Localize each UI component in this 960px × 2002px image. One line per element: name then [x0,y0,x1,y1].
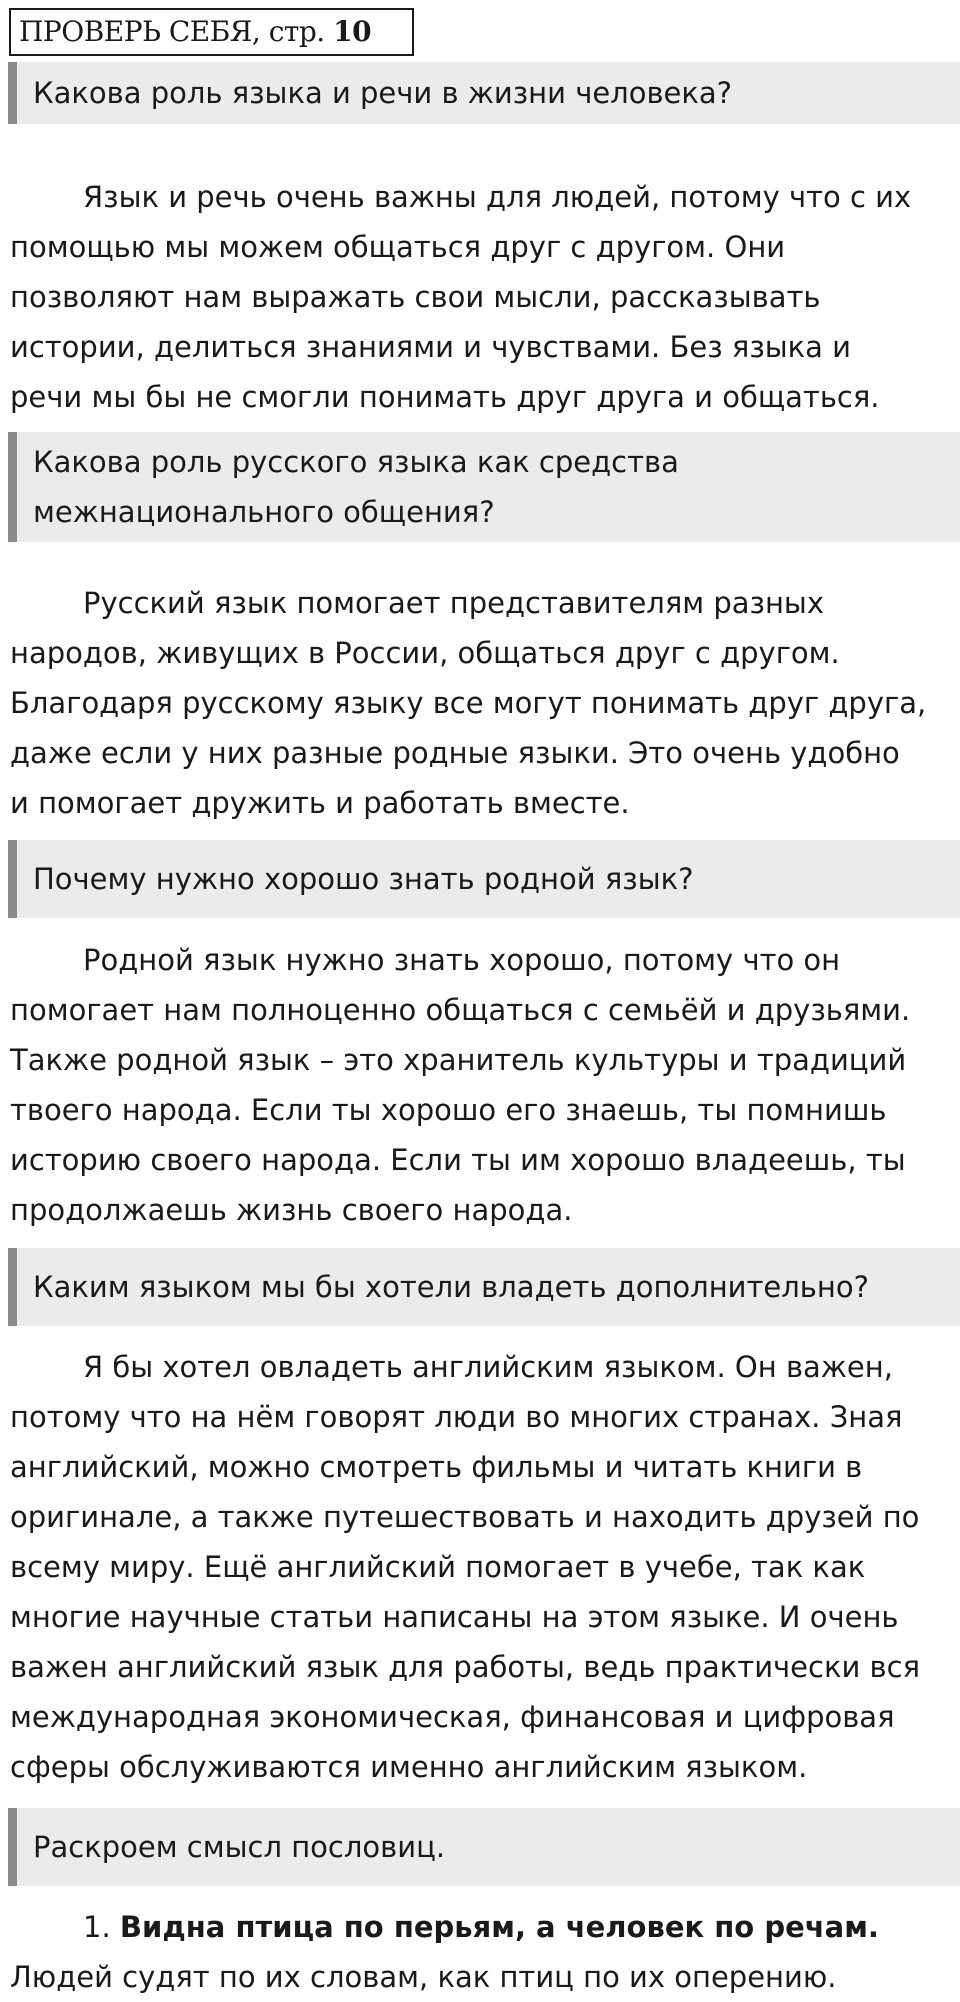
answer-line: всему миру. Ещё английский помогает в учебе, так как [10,1550,866,1584]
answer-line: народов, живущих в России, общаться друг с другом. [10,636,840,670]
header-page-number: 10 [333,15,372,48]
answer-line: английский, можно смотреть фильмы и читать книги в [10,1450,863,1484]
question-block [8,1808,960,1886]
answer-line: твоего народа. Если ты хорошо его знаешь, ты помнишь [10,1093,887,1127]
answer-line: и помогает дружить и работать вместе. [10,786,630,820]
question-block [8,840,960,918]
question-block [8,1248,960,1326]
proverb-explanation: Людей судят по их словам, как птиц по их оперению. [10,1960,837,1994]
answer-line: Русский язык помогает представителям разных [83,586,824,620]
answer-line: оригинале, а также путешествовать и находить друзей по [10,1500,920,1534]
question-text: Раскроем смысл пословиц. [33,1830,446,1864]
answer-line: позволяют нам выражать свои мысли, рассказывать [10,280,821,314]
question-text: Почему нужно хорошо знать родной язык? [33,862,694,896]
answer-line: историю своего народа. Если ты им хорошо владеешь, ты [10,1143,906,1177]
answer-line: помогает нам полноценно общаться с семьёй и друзьями. [10,993,911,1027]
proverb-line [10,1902,950,1952]
answer-line: потому что на нём говорят люди во многих странах. Зная [10,1400,903,1434]
proverb-block [10,1902,950,2002]
question-text: межнационального общения? [33,495,495,529]
question-block [8,432,960,542]
answer-line: Я бы хотел овладеть английским языком. Он важен, [83,1350,893,1384]
proverb-number: 1. [83,1910,120,1944]
answer-block [10,172,950,422]
answer-line: речи мы бы не смогли понимать друг друга и общаться. [10,380,880,414]
answer-line: Также родной язык – это хранитель культуры и традиций [10,1043,907,1077]
header-title: ПРОВЕРЬ СЕБЯ, стр. [19,15,334,48]
answer-line: важен английский язык для работы, ведь практически вся [10,1650,921,1684]
answer-line: Благодаря русскому языку все могут понимать друг друга, [10,686,927,720]
answer-block [10,578,950,828]
question-text: Какова роль русского языка как средства [33,445,679,479]
answer-line: международная экономическая, финансовая и цифровая [10,1700,895,1734]
answer-block [10,935,950,1235]
answer-block [10,1342,950,1792]
page-header [9,8,414,56]
answer-line: Родной язык нужно знать хорошо, потому что он [83,943,841,977]
answer-line: помощью мы можем общаться друг с другом. Они [10,230,786,264]
answer-line: продолжаешь жизнь своего народа. [10,1193,573,1227]
question-block [8,62,960,124]
question-text: Какова роль языка и речи в жизни человека? [33,76,733,110]
proverb-title: Видна птица по перьям, а человек по речам. [119,1910,879,1944]
question-text: Каким языком мы бы хотели владеть дополнительно? [33,1270,869,1304]
answer-line: истории, делиться знаниями и чувствами. Без языка и [10,330,851,364]
answer-line: многие научные статьи написаны на этом языке. И очень [10,1600,899,1634]
answer-line: даже если у них разные родные языки. Это очень удобно [10,736,900,770]
answer-line: Язык и речь очень важны для людей, потому что с их [83,180,912,214]
answer-line: сферы обслуживаются именно английским языком. [10,1750,808,1784]
